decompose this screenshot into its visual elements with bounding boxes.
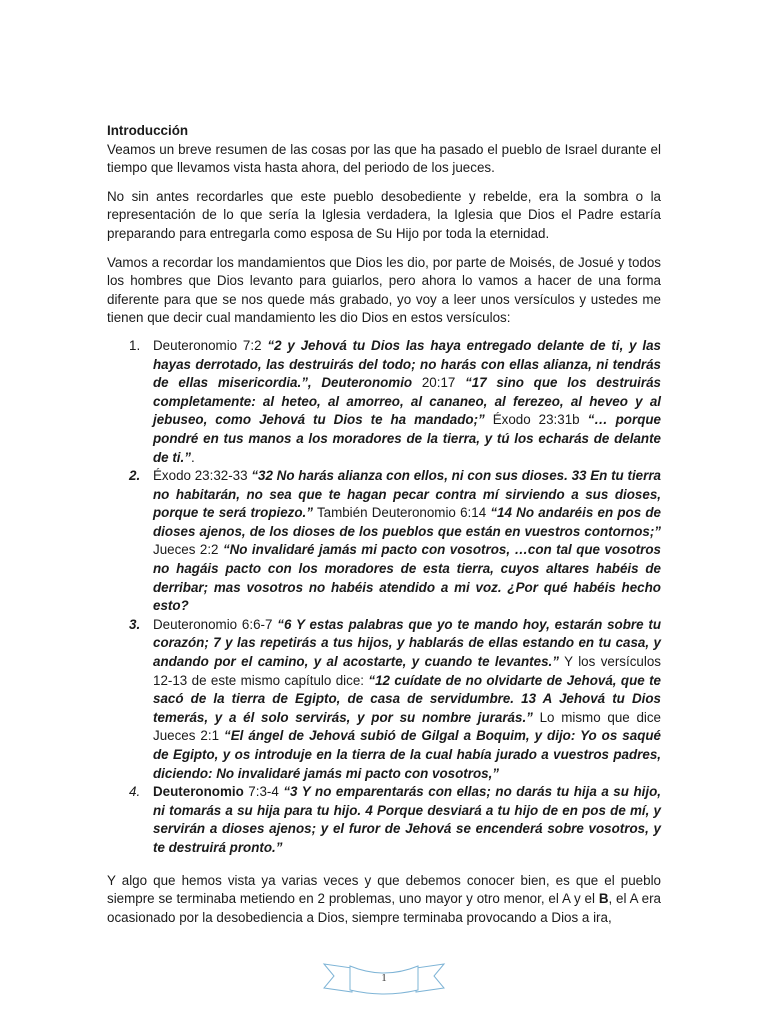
verse-reference: Deuteronomio [153, 784, 244, 800]
verse-reference: Éxodo 23:32-33 [153, 468, 252, 484]
verse-reference: Éxodo 23:31b [484, 412, 588, 428]
section-heading: Introducción [107, 123, 189, 138]
verse-quote: “3 Y no emparentarás con ellas; no darás tu hija a su hijo, ni tomarás a su hija para tu hijo. 4 Porque desviará a tu hijo de en pos de mí, y servirán a dioses ajenos; y el furor de Jehová se encenderá sobre vosotros, y te destruirá pronto.” [153, 784, 661, 855]
list-number: 2. [129, 468, 141, 484]
list-number: 4. [129, 784, 141, 800]
verse-quote: “2 y Jehová tu Dios las haya entregado delante de ti, y las hayas derrotado, las destruirás del todo; no harás con ellas alianza, ni tendrás de ellas misericordia.”, Deuteronomio [153, 337, 661, 391]
verse-quote: “32 No harás alianza con ellos, ni con sus dioses. 33 En tu tierra no habitarán, no sea que te hagan pecar contra mí sirviendo a sus dioses, porque te será tropiezo.” [153, 468, 661, 521]
verse-quote: “El ángel de Jehová subió de Gilgal a Boquim, y dijo: Yo os saqué de Egipto, y os introduje en la tierra de la cual había jurado a vuestros padres, diciendo: No invalidaré jamás mi pacto con vosotros,” [153, 728, 661, 781]
page-number: 1 [381, 972, 387, 984]
verse-quote: “… porque pondré en tus manos a los moradores de la tierra, y tú los echarás de delante de ti.” [153, 412, 661, 465]
verse-quote: “17 sino que los destruirás completamente: al heteo, al amorreo, al cananeo, al ferezeo, al heveo y al jebuseo, como Jehová tu Dios te ha mandado;” [153, 375, 662, 428]
verse-reference: También Deuteronomio 6:14 [312, 505, 491, 521]
instructions-paragraph: Vamos a recordar los mandamientos que Dios les dio, por parte de Moisés, de Josué y todos los hombres que Dios levanto para guiarlos, pero ahora lo vamos a hacer de una forma diferente para que se nos quede más grabado, yo voy a leer unos versículos y ustedes me tienen que decir cual mandamiento les dio Dios en estos versículos: [107, 254, 661, 326]
verse-reference: 20:17 [412, 375, 466, 391]
closing-text-bold: B [598, 891, 609, 907]
intro-paragraph: Veamos un breve resumen de las cosas por las que ha pasado el pueblo de Israel durante el tiempo que llevamos vista hasta ahora, del periodo de los jueces. [107, 141, 661, 176]
verse-reference: Deuteronomio 7:2 [153, 337, 268, 353]
list-item [107, 467, 661, 616]
context-paragraph: No sin antes recordarles que este pueblo desobediente y rebelde, era la sombra o la representación de lo que sería la Iglesia verdadera, la Iglesia que Dios el Padre estaría preparando para entregarla como esposa de Su Hijo por toda la eternidad. [107, 188, 661, 241]
closing-text: , el A era ocasionado por la desobediencia a Dios, siempre terminaba provocando a Dios a ira, [107, 891, 661, 925]
verse-quote: “12 cuídate de no olvidarte de Jehová, que te sacó de la tierra de Egipto, de casa de servidumbre. 13 A Jehová tu Dios temerás, y a él solo servirás, y por su nombre jurarás.” [153, 672, 661, 725]
verse-quote: “6 Y estas palabras que yo te mando hoy, estarán sobre tu corazón; 7 y las repetirás a tus hijos, y hablarás de ellas estando en tu casa, y andando por el camino, y al acostarte, y cuando te levantes.” [153, 616, 661, 670]
verse-reference: 7:3-4 [243, 784, 284, 800]
list-item [107, 783, 661, 857]
verse-quote: “No invalidaré jamás mi pacto con vosotros, …con tal que vosotros no hagáis pacto con los moradores de esta tierra, cuyos altares habéis de derribar; mas vosotros no habéis atendido a mi voz. ¿Por qué habéis hecho esto? [153, 542, 661, 614]
page-footer [322, 958, 446, 998]
list-item [107, 616, 661, 783]
verse-reference: Jueces 2:2 [153, 542, 223, 558]
list-number: 1. [129, 337, 141, 353]
list-number: 3. [129, 616, 141, 632]
verse-list [107, 337, 661, 858]
verse-text: . [190, 449, 195, 465]
verse-reference: Lo mismo que dice Jueces 2:1 [153, 709, 662, 744]
verse-reference: Y los versículos 12-13 de este mismo capítulo dice: [153, 654, 661, 688]
list-item [107, 337, 661, 467]
document-body [107, 122, 661, 937]
closing-paragraph [107, 872, 661, 928]
verse-quote: “14 No andaréis en pos de dioses ajenos, de los dioses de los pueblos que están en vuestros contornos;” [153, 505, 661, 539]
closing-text: Y algo que hemos vista ya varias veces y que debemos conocer bien, es que el pueblo siempre se terminaba metiendo en 2 problemas, uno mayor y otro menor, el A y el [107, 872, 661, 907]
verse-reference: Deuteronomio 6:6-7 [153, 616, 278, 632]
